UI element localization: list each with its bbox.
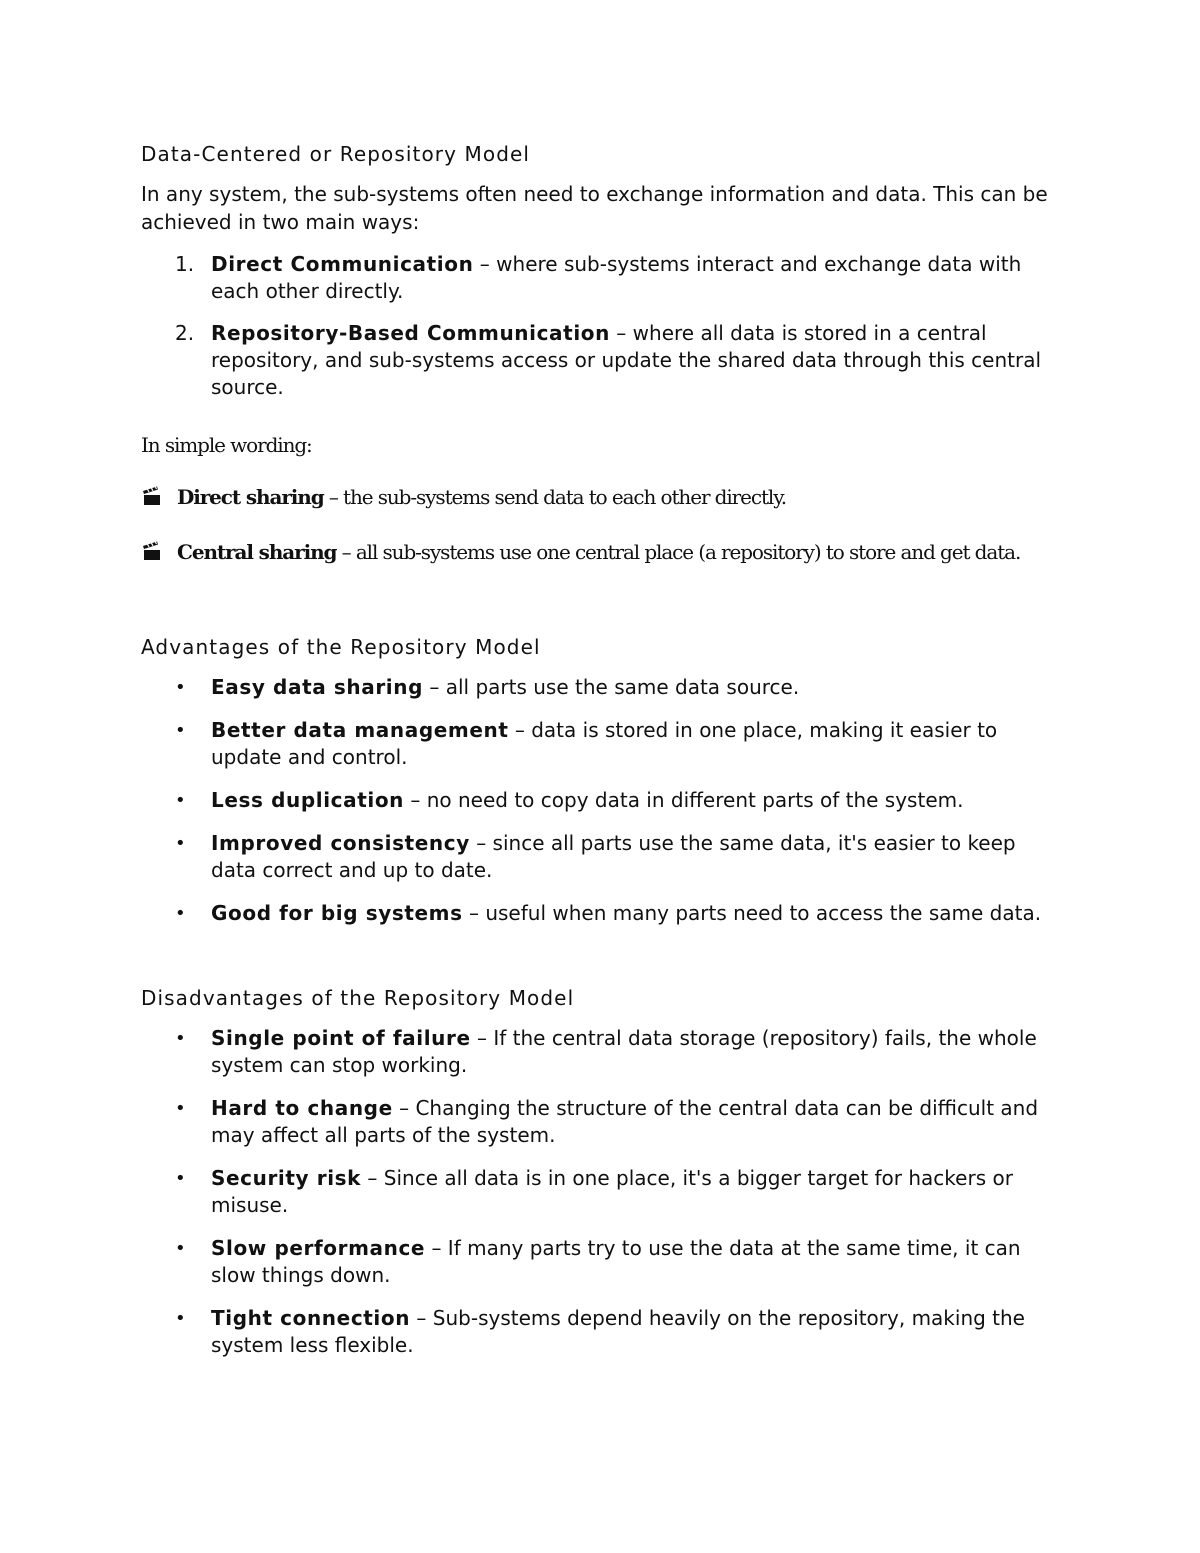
intro-paragraph: In any system, the sub-systems often need to exchange information and data. This can be achieved in two main ways: [141, 182, 1048, 234]
bullet-icon: • [175, 720, 186, 741]
bullet-icon: • [175, 1308, 186, 1329]
item-term: Easy data sharing [211, 675, 424, 699]
item-term: Central sharing [177, 540, 337, 564]
list-item [141, 483, 1061, 511]
item-term: Good for big systems [211, 901, 463, 925]
list-item [141, 538, 1061, 566]
list-number: 1. [175, 252, 195, 276]
item-description: – Sub-systems depend heavily on the repository, making the system less flexible. [211, 1306, 1025, 1357]
communication-list [141, 251, 1061, 401]
item-term: Hard to change [211, 1096, 393, 1120]
list-item [141, 1095, 1061, 1149]
item-description: – If the central data storage (repository) fails, the whole system can stop working. [211, 1026, 1037, 1077]
bullet-icon: • [175, 1238, 186, 1259]
list-item [141, 1305, 1061, 1359]
bullet-icon: • [175, 1168, 186, 1189]
item-term: Security risk [211, 1166, 362, 1190]
list-item [141, 674, 1061, 701]
list-item [141, 787, 1061, 814]
bullet-icon: • [175, 833, 186, 854]
item-description: – If many parts try to use the data at the same time, it can slow things down. [211, 1236, 1021, 1287]
item-description: – the sub-systems send data to each other directly. [323, 485, 786, 509]
clapperboard-icon [141, 485, 163, 507]
item-description: – useful when many parts need to access the same data. [462, 901, 1042, 925]
list-item [141, 320, 1061, 401]
item-description: – where sub-systems interact and exchange data with each other directly. [211, 252, 1022, 303]
item-description: – all sub-systems use one central place (a repository) to store and get data. [336, 540, 1021, 564]
clapperboard-icon [141, 540, 163, 562]
list-item [141, 1025, 1061, 1079]
disadvantages-list [141, 1025, 1061, 1359]
item-description: – Changing the structure of the central data can be difficult and may affect all parts of the system. [211, 1096, 1039, 1147]
section-title-advantages: Advantages of the Repository Model [141, 635, 541, 659]
item-term: Improved consistency [211, 831, 470, 855]
bullet-icon: • [175, 903, 186, 924]
list-item [141, 251, 1061, 305]
list-item [141, 900, 1061, 927]
list-number: 2. [175, 321, 195, 345]
simple-wording-intro: In simple wording: [141, 433, 312, 457]
item-description: – no need to copy data in different parts of the system. [404, 788, 964, 812]
bullet-icon: • [175, 1098, 186, 1119]
item-term: Tight connection [211, 1306, 411, 1330]
list-item [141, 1235, 1061, 1289]
advantages-list [141, 674, 1061, 927]
item-description: – since all parts use the same data, it's easier to keep data correct and up to date. [211, 831, 1016, 882]
document-body [141, 139, 1061, 1359]
item-term: Less duplication [211, 788, 405, 812]
section-title-disadvantages: Disadvantages of the Repository Model [141, 986, 575, 1010]
item-term: Single point of failure [211, 1026, 471, 1050]
item-term: Repository-Based Communication [211, 321, 610, 345]
item-term: Direct Communication [211, 252, 474, 276]
item-description: – Since all data is in one place, it's a bigger target for hackers or misuse. [211, 1166, 1013, 1217]
bullet-icon: • [175, 790, 186, 811]
item-term: Better data management [211, 718, 509, 742]
item-description: – all parts use the same data source. [423, 675, 800, 699]
item-term: Direct sharing [177, 485, 324, 509]
list-item [141, 1165, 1061, 1219]
item-description: – where all data is stored in a central repository, and sub-systems access or update the shared data through this central source. [211, 321, 1042, 399]
bullet-icon: • [175, 1028, 186, 1049]
list-item [141, 830, 1061, 884]
bullet-icon: • [175, 677, 186, 698]
item-term: Slow performance [211, 1236, 426, 1260]
list-item [141, 717, 1061, 771]
item-description: – data is stored in one place, making it easier to update and control. [211, 718, 998, 769]
section-title-repository-model: Data-Centered or Repository Model [141, 142, 531, 166]
